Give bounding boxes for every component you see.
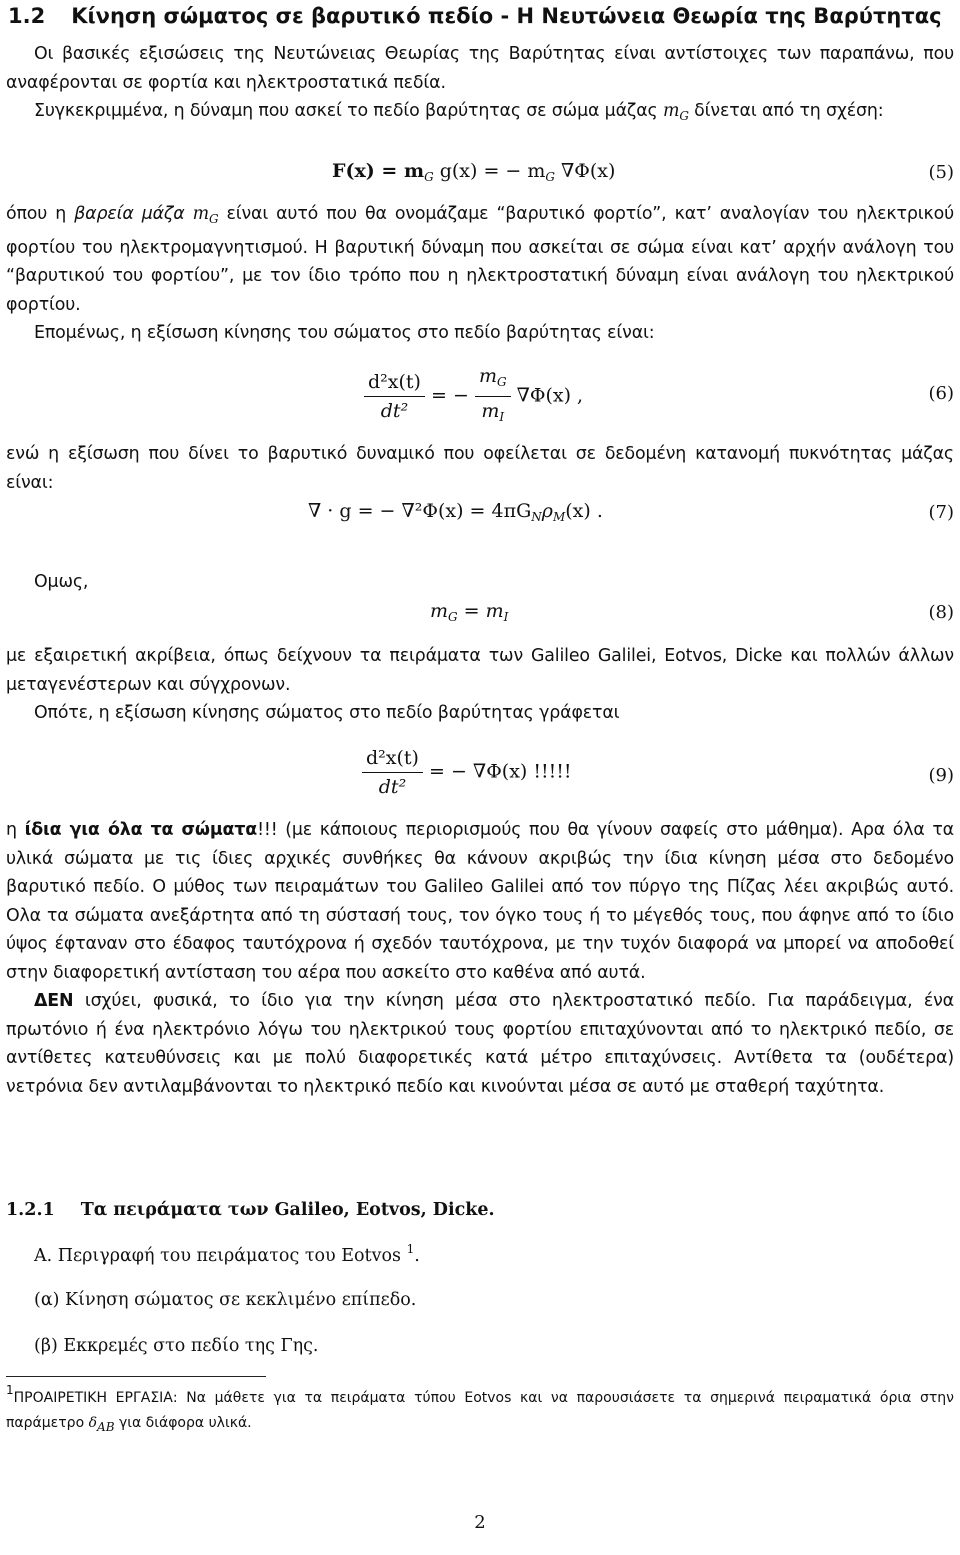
paragraph-however: Ομως, (34, 572, 89, 592)
equation-8-number: (8) (928, 602, 954, 623)
equation-6-number: (6) (928, 383, 954, 404)
section-title: Κίνηση σώματος σε βαρυτικό πεδίο - Η Νευτώνεια Θεωρία της Βαρύτητας (71, 4, 942, 28)
equation-7: ∇ · g = − $\nabla^2\Phi(x) = 4\pi G_N\rho_M(x)$ . (308, 500, 603, 524)
section-number: 1.2 (8, 4, 46, 28)
footnote-rule (6, 1376, 266, 1377)
item-pendulum: (β) Εκκρεμές στο πεδίο της Γης. (34, 1336, 319, 1356)
paragraph-force-text-a: Συγκεκριμμένα, η δύναμη που ασκεί το πεδίο βαρύτητας σε σώμα μάζας (34, 101, 658, 121)
paragraph-therefore: Επομένως, η εξίσωση κίνησης του σώματος στο πεδίο βαρύτητας είναι: (34, 323, 655, 343)
footnote: 1ΠΡΟΑΙΡΕΤΙΚΗ ΕΡΓΑΣΙΑ: Να μάθετε για τα πειράματα τύπου Eotvos και να παρουσιάσετε τα σημερινά πειραματικά όρια στην παράμετρο δAB για διάφορα υλικά. (6, 1383, 954, 1434)
emphasis-same-for-all: ίδια για όλα τα σώματα (24, 820, 258, 840)
term-heavy-mass: βαρεία μάζα (74, 204, 185, 224)
paragraph-same-for-all: η ίδια για όλα τα σώματα!!! (με κάποιους περιορισμούς που θα γίνουν σαφείς στο μάθημα). Αρα όλα τα υλικά σώματα με τις ίδιες αρχικές συνθήκες θα κάνουν ακριβώς την ίδια κίνηση μέσα στο δεδομένο βαρυτικό πεδίο. Ο μύθος των πειραμάτων του Galileo Galilei από τον πύργο της Πίζας λέει ακριβώς αυτό. Ολα τα σώματα ανεξάρτητα από τη σύστασή τους, τον όγκο τους ή το μέγεθός τους, που άφηνε από το ίδιο ύψος έφταναν στο έδαφος ταυτόχρονα ή σχεδόν ταυτόχρονα, με την τυχόν διαφορά να μπορεί να αποδοθεί στην διαφορετική αντίσταση του αέρα που ασκείτο στο καθένα από αυτά. ΔΕΝ ισχύει, φυσικά, το ίδιο για την κίνηση μέσα στο ηλεκτροστατικό πεδίο. Για παράδειγμα, ένα πρωτόνιο ή ένα ηλεκτρόνιο λόγω του ηλεκτρικού τους φορτίου επιταχύνονται από το ηλεκτρικό πεδίο, σε αντίθετες κατευθύνσεις και με πολύ διαφορετικές κατά μέτρο επιταχύνσεις. Αντίθετα τα (ουδέτερα) νετρόνια δεν αντιλαμβάνονται το ηλεκτρικό πεδίο και κινούνται μέσα σε αυτό με σταθερή ταχύτητα. (6, 820, 954, 1097)
section-heading (8, 4, 942, 28)
paragraph-intro-text: Οι βασικές εξισώσεις της Νευτώνειας Θεωρίας της Βαρύτητας είναι αντίστοιχες των παραπάνω, που αναφέρονται σε φορτία και ηλεκτροστατικά πεδία. (6, 44, 954, 93)
equation-9: $\frac{\text{d²x(t)}}{\text{dt²}}$ = − ∇Φ(x) !!!!! (362, 744, 572, 801)
paragraph-gravitational-mass: όπου η βαρεία μάζα $m_G$ είναι αυτό που θα ονομάζαμε “βαρυτικό φορτίο”, κατ’ αναλογίαν του ηλεκτρικού φορτίου του ηλεκτρομαγνητισμού. Η βαρυτική δύναμη που ασκείται σε σώμα είναι κατ’ αρχήν ανάλογη του “βαρυτικού του φορτίου”, με τον ίδιο τρόπο που η ηλεκτροστατική δύναμη είναι ανάλογη του ηλεκτρικού φορτίου. Επομένως, η εξίσωση κίνησης του σώματος στο πεδίο βαρύτητας είναι: (6, 204, 954, 343)
paragraph-experiments: με εξαιρετική ακρίβεια, όπως δείχνουν τα πειράματα των Galileo Galilei, Eotvos, Dicke και πολλών άλλων μεταγενέστερων και σύγχρονων. Οπότε, η εξίσωση κίνησης σώματος στο πεδίο βαρύτητας γράφεται (6, 646, 954, 723)
item-inclined-plane: (α) Κίνηση σώματος σε κεκλιμένο επίπεδο. (34, 1290, 417, 1310)
equation-9-number: (9) (928, 765, 954, 786)
equation-6: $\frac{\text{d²x(t)}}{\text{dt²}}$ = − $\frac{m_G}{m_I}$ ∇Φ(x) , (364, 362, 583, 431)
page-number: 2 (474, 1512, 486, 1533)
equation-5: $F(x) = m_G$ g(x) = − $m_G$ ∇Φ(x) (332, 160, 616, 184)
equation-8: $m_G = m_I$ (430, 600, 509, 624)
paragraph-intro (6, 40, 954, 131)
item-eotvos-description: Α. Περιγραφή του πειράματος του Eotvos $^1$. (34, 1242, 420, 1266)
equation-7-number: (7) (928, 502, 954, 523)
subsection-heading: 1.2.1 Τα πειράματα των Galileo, Eotvos, Dicke. (6, 1200, 495, 1220)
var-mass: $m_G$ (662, 101, 689, 123)
paragraph-force-text-b: δίνεται από τη σχέση: (694, 101, 884, 121)
paragraph-potential: ενώ η εξίσωση που δίνει το βαρυτικό δυναμικό που οφείλεται σε δεδομένη κατανομή πυκνότητας μάζας είναι: (6, 444, 954, 493)
equation-5-number: (5) (928, 162, 954, 183)
